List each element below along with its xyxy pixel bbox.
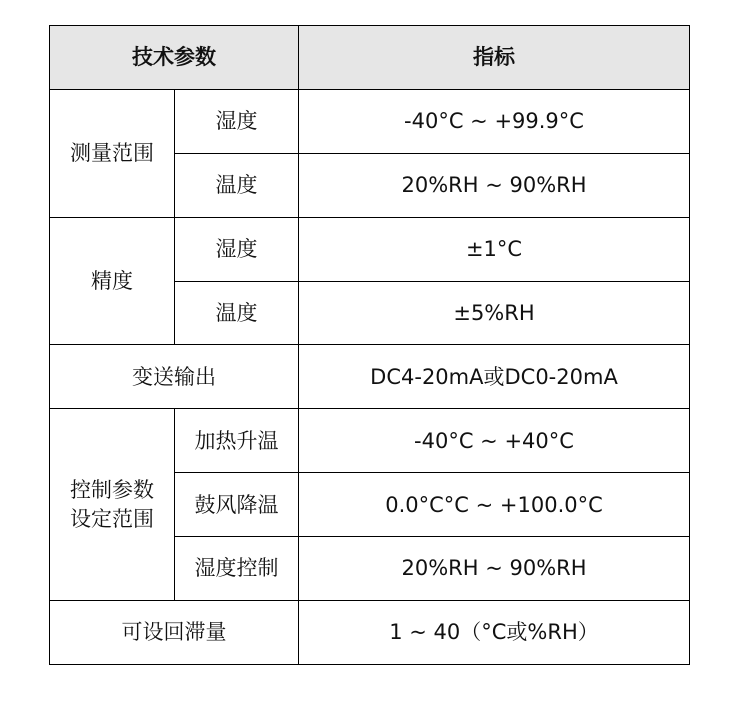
accuracy-value: ±5%RH (299, 281, 690, 345)
accuracy-sub: 湿度 (175, 217, 299, 281)
accuracy-label: 精度 (50, 217, 175, 345)
measure-range-value: 20%RH ~ 90%RH (299, 153, 690, 217)
table-row (50, 409, 690, 473)
control-label-line2: 设定范围 (70, 506, 154, 531)
accuracy-sub: 温度 (175, 281, 299, 345)
measure-range-value: -40°C ~ +99.9°C (299, 89, 690, 153)
control-value: 0.0°C°C ~ +100.0°C (299, 473, 690, 537)
header-row (50, 26, 690, 90)
header-param: 技术参数 (50, 26, 299, 90)
control-value: -40°C ~ +40°C (299, 409, 690, 473)
control-sub: 鼓风降温 (175, 473, 299, 537)
hysteresis-value: 1 ~ 40（°C或%RH） (299, 601, 690, 665)
control-label (50, 409, 175, 601)
table-row (50, 89, 690, 153)
hysteresis-label: 可设回滞量 (50, 601, 299, 665)
control-value: 20%RH ~ 90%RH (299, 537, 690, 601)
control-label-line1: 控制参数 (70, 478, 154, 503)
control-sub: 加热升温 (175, 409, 299, 473)
control-sub: 湿度控制 (175, 537, 299, 601)
output-value: DC4-20mA或DC0-20mA (299, 345, 690, 409)
output-label: 变送输出 (50, 345, 299, 409)
table-row (50, 601, 690, 665)
measure-range-label: 测量范围 (50, 89, 175, 217)
spec-table (49, 25, 690, 665)
header-index: 指标 (299, 26, 690, 90)
measure-range-sub: 温度 (175, 153, 299, 217)
table-row (50, 345, 690, 409)
measure-range-sub: 湿度 (175, 89, 299, 153)
table-row (50, 217, 690, 281)
accuracy-value: ±1°C (299, 217, 690, 281)
